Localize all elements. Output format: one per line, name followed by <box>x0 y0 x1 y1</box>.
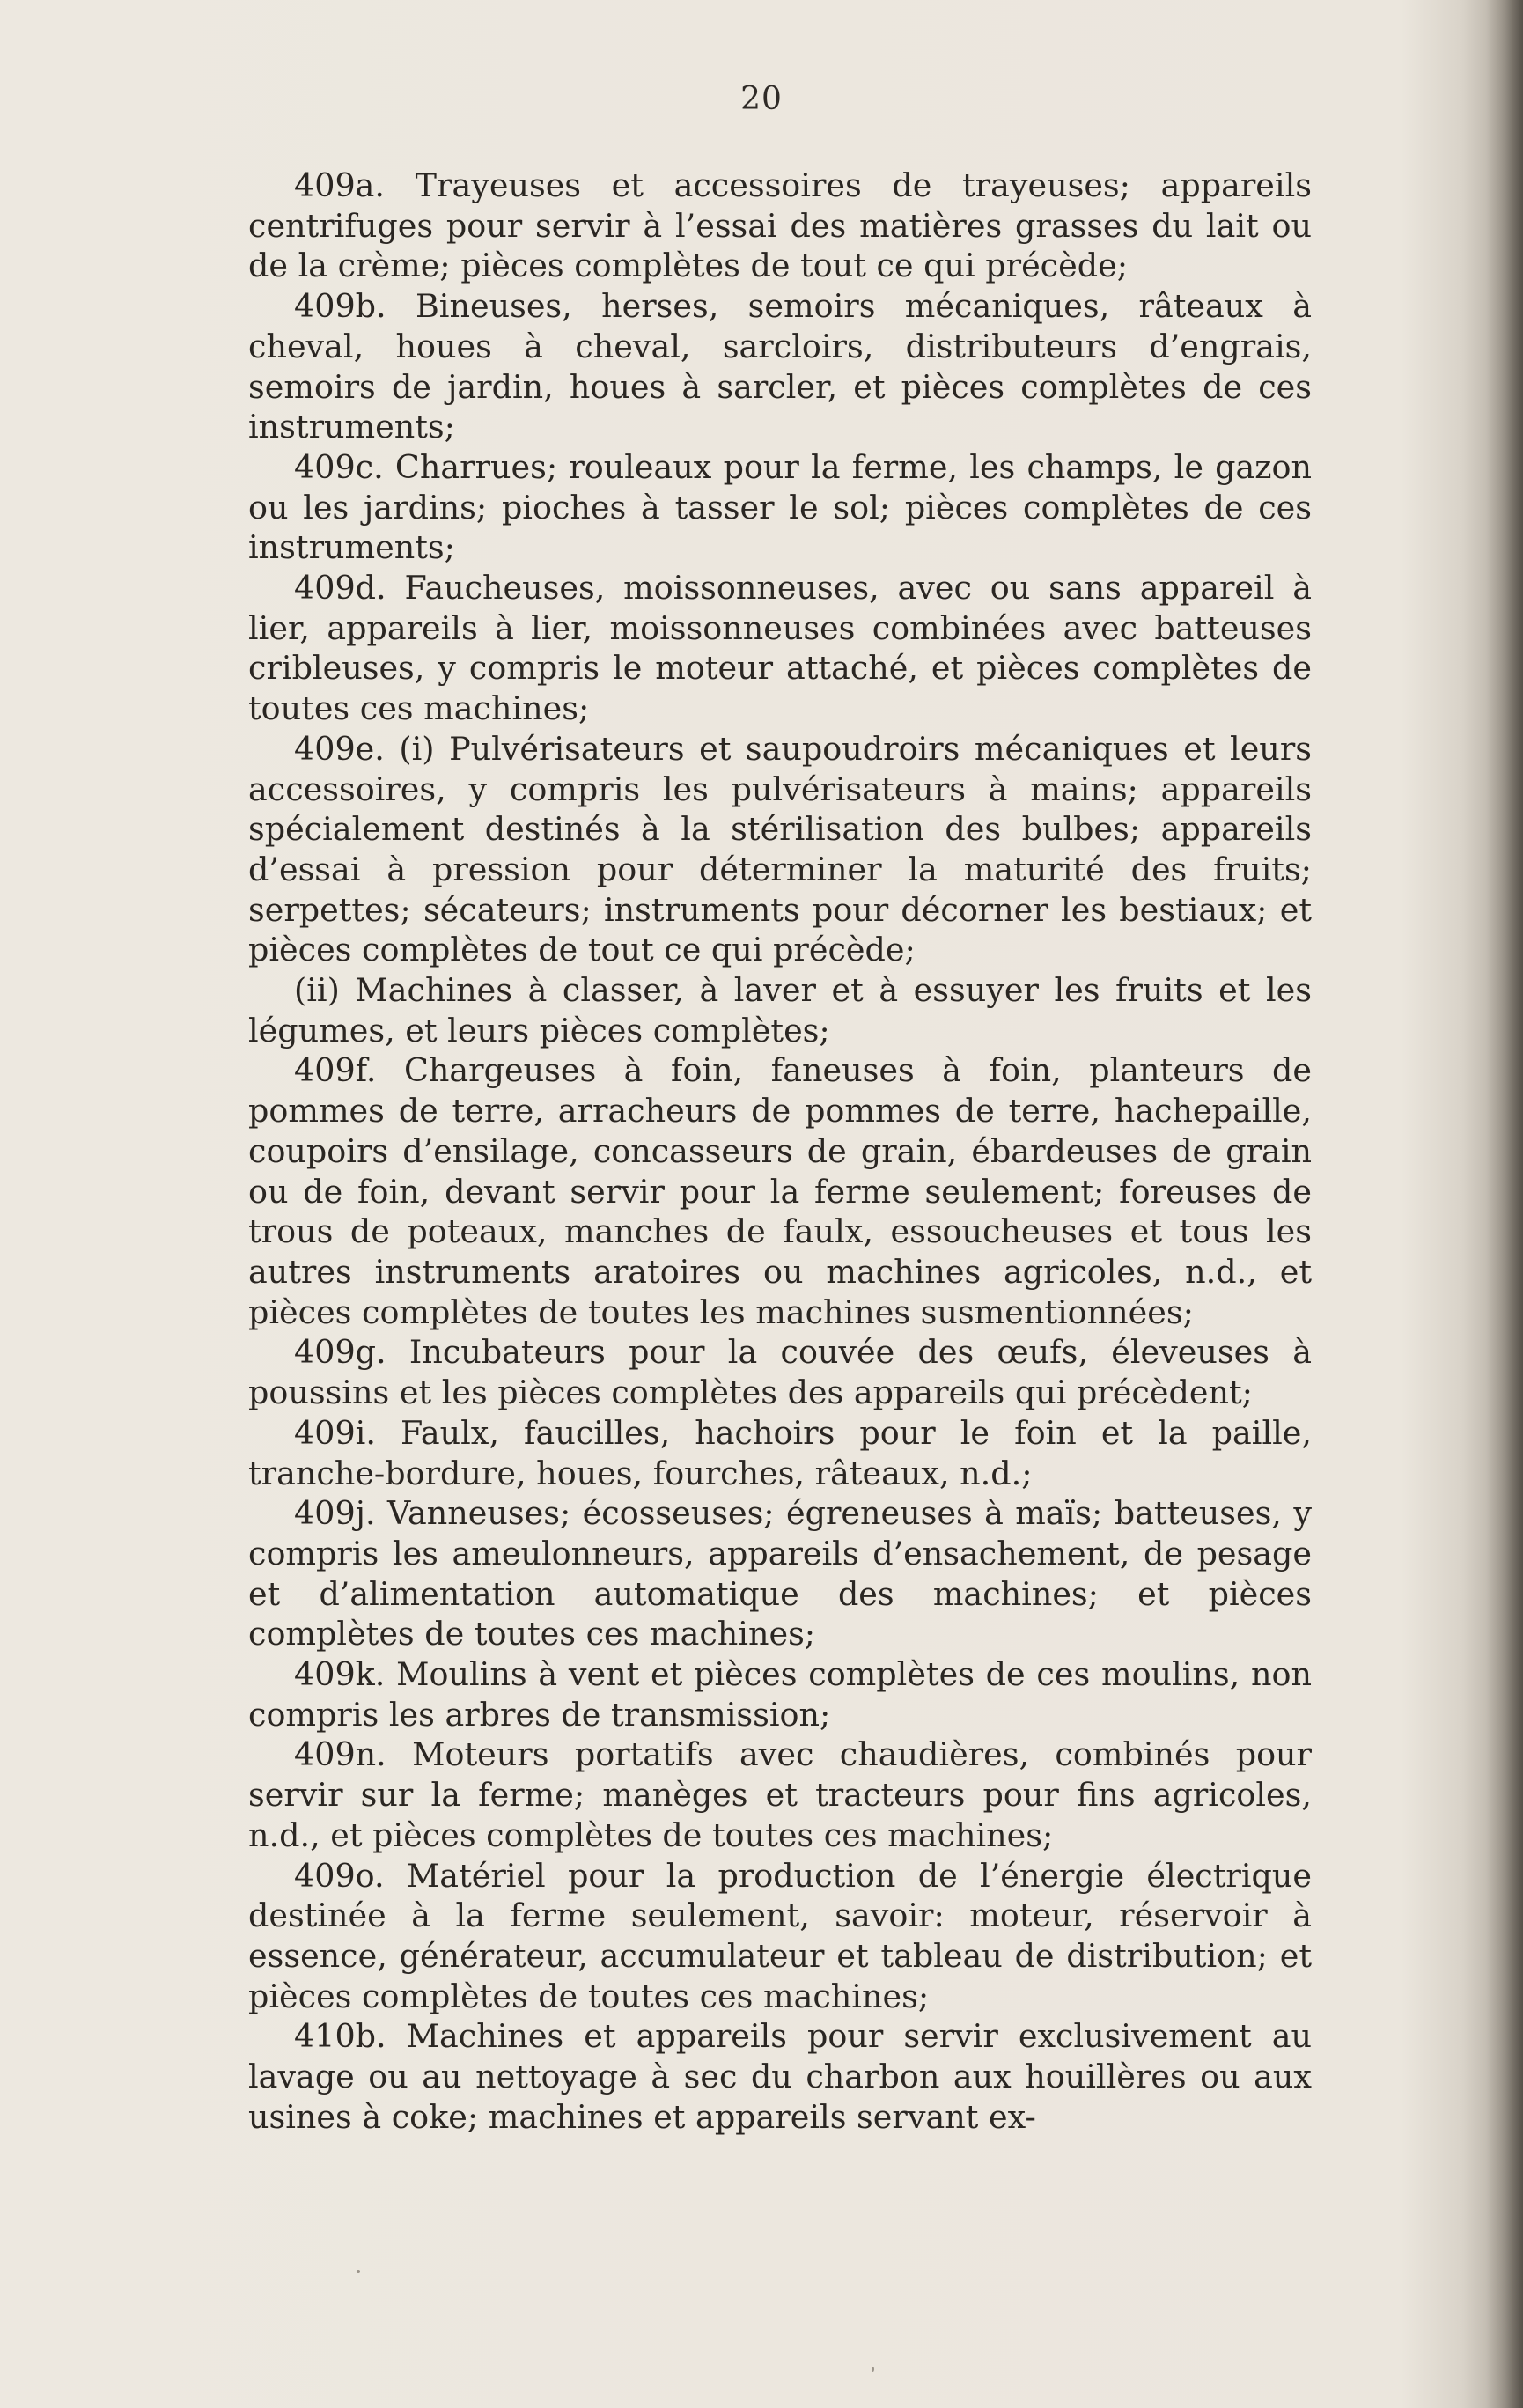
paragraph-409o: 409o. Matériel pour la production de l’énergie électrique destinée à la ferme seulement, savoir: moteur, réservoir à essence, générateur, accumulateur et tableau de distribution; et pièces complètes de toutes ces machines; <box>248 1856 1312 2015</box>
paragraph-409b: 409b. Bineuses, herses, semoirs mécaniques, râteaux à cheval, houes à cheval, sarcloirs, distributeurs d’engrais, semoirs de jardin, houes à sarcler, et pièces complètes de ces instruments; <box>248 287 1312 446</box>
page-edge-shadow <box>1486 0 1523 2408</box>
paragraph-409i: 409i. Faulx, faucilles, hachoirs pour le foin et la paille, tranche-bordure, houes, fourches, râteaux, n.d.; <box>248 1413 1312 1492</box>
paper-speck <box>872 2367 874 2372</box>
paragraph-409e-i: 409e. (i) Pulvérisateurs et saupoudroirs mécaniques et leurs accessoires, y compris les pulvérisateurs à mains; appareils spécialement destinés à la stérilisation des bulbes; appareils d’essai à pression pour déterminer la maturité des fruits; serpettes; sécateurs; instruments pour décorner les bestiaux; et pièces complètes de tout ce qui précède; <box>248 729 1312 969</box>
paragraph-409e-ii: (ii) Machines à classer, à laver et à essuyer les fruits et les légumes, et leurs pièces complètes; <box>248 971 1312 1049</box>
paragraph-409g: 409g. Incubateurs pour la couvée des œufs, éleveuses à poussins et les pièces complètes des appareils qui précèdent; <box>248 1333 1312 1412</box>
paragraph-409k: 409k. Moulins à vent et pièces complètes de ces moulins, non compris les arbres de transmission; <box>248 1655 1312 1734</box>
paragraph-409d: 409d. Faucheuses, moissonneuses, avec ou sans appareil à lier, appareils à lier, moissonneuses combinées avec batteuses cribleuses, y compris le moteur attaché, et pièces complètes de toutes ces machines; <box>248 569 1312 728</box>
paragraph-409j: 409j. Vanneuses; écosseuses; égreneuses à maïs; batteuses, y compris les ameulonneurs, appareils d’ensachement, de pesage et d’alimentation automatique des machines; et pièces complètes de toutes ces machines; <box>248 1494 1312 1653</box>
page-number: 20 <box>740 81 783 117</box>
tariff-text <box>248 166 1312 2137</box>
paragraph-409n: 409n. Moteurs portatifs avec chaudières, combinés pour servir sur la ferme; manèges et tracteurs pour fins agricoles, n.d., et pièces complètes de toutes ces machines; <box>248 1735 1312 1854</box>
paragraph-410b: 410b. Machines et appareils pour servir exclusivement au lavage ou au nettoyage à sec du charbon aux houillères ou aux usines à coke; machines et appareils servant ex- <box>248 2017 1312 2136</box>
paper-speck <box>357 2270 360 2273</box>
paragraph-409a: 409a. Trayeuses et accessoires de trayeuses; appareils centrifuges pour servir à l’essai des matières grasses du lait ou de la crème; pièces complètes de tout ce qui précède; <box>248 166 1312 285</box>
paragraph-409c: 409c. Charrues; rouleaux pour la ferme, les champs, le gazon ou les jardins; pioches à tasser le sol; pièces complètes de ces instruments; <box>248 447 1312 567</box>
paragraph-409f: 409f. Chargeuses à foin, faneuses à foin, planteurs de pommes de terre, arracheurs de pommes de terre, hachepaille, coupoirs d’ensilage, concasseurs de grain, ébardeuses de grain ou de foin, devant servir pour la ferme seulement; foreuses de trous de poteaux, manches de faulx, essoucheuses et tous les autres instruments aratoires ou machines agricoles, n.d., et pièces complètes de toutes les machines susmentionnées; <box>248 1051 1312 1331</box>
